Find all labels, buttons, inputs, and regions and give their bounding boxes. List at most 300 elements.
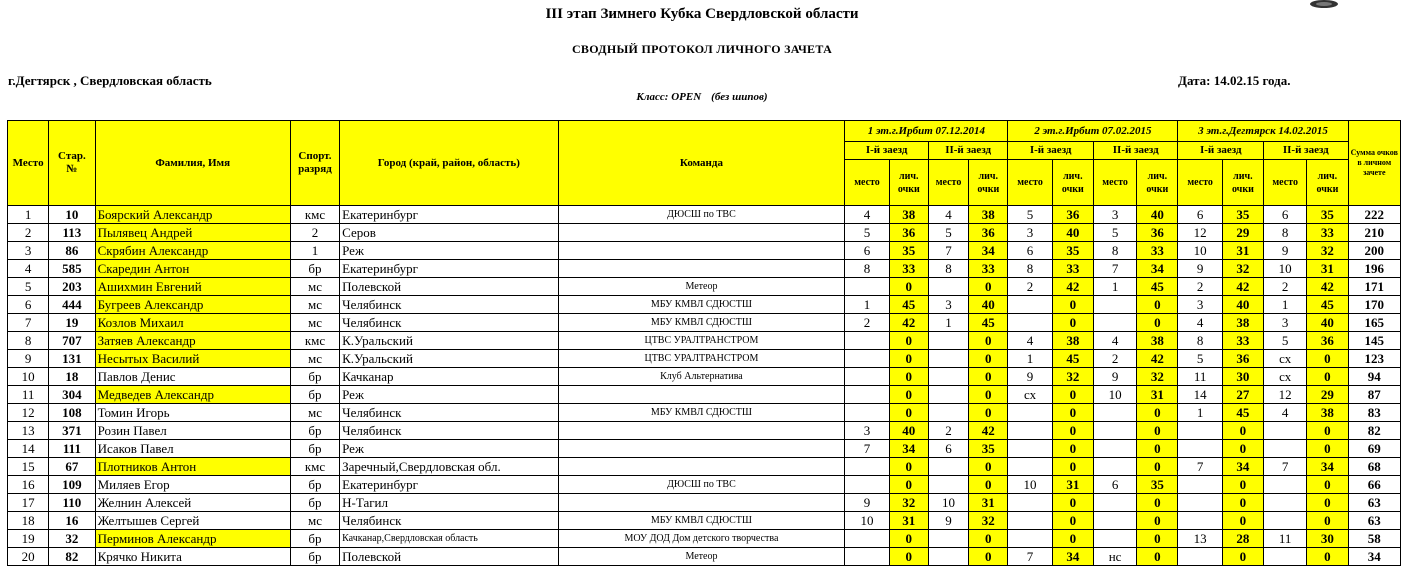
protocol-subtitle: СВОДНЫЙ ПРОТОКОЛ ЛИЧНОГО ЗАЧЕТА [571, 42, 833, 56]
heat-place-cell: 8 [1178, 332, 1222, 350]
heat-place-cell [845, 458, 889, 476]
heat-points-cell: 35 [1222, 206, 1263, 224]
start-number-cell: 444 [49, 296, 95, 314]
col-number-header: Стар. № [49, 121, 95, 206]
heat-place-cell [1178, 512, 1222, 530]
heat-points-cell: 38 [969, 206, 1008, 224]
start-number-cell: 110 [49, 494, 95, 512]
heat-points-cell: 0 [1307, 494, 1348, 512]
table-row [8, 512, 1401, 530]
heat-points-cell: 0 [1137, 512, 1178, 530]
heat-points-cell: 0 [969, 350, 1008, 368]
heat-points-cell: 0 [969, 476, 1008, 494]
heat-points-cell: 42 [1052, 278, 1093, 296]
total-points-cell: 69 [1348, 440, 1400, 458]
place-cell: 11 [8, 386, 49, 404]
table-row [8, 314, 1401, 332]
heat-points-cell: 40 [969, 296, 1008, 314]
heat-points-cell: 36 [1052, 206, 1093, 224]
table-row [8, 350, 1401, 368]
rank-cell: 1 [290, 242, 339, 260]
heat-points-cell: 32 [1222, 260, 1263, 278]
start-number-cell: 32 [49, 530, 95, 548]
heat-points-cell: 42 [1137, 350, 1178, 368]
city-cell: Челябинск [340, 422, 558, 440]
heat-place-cell: 5 [1008, 206, 1052, 224]
class-label: Класс: OPEN [636, 91, 702, 103]
rank-cell: кмс [290, 458, 339, 476]
heat-points-cell: 0 [1307, 476, 1348, 494]
heat-place-cell: 14 [1178, 386, 1222, 404]
heat-points-cell: 0 [1137, 404, 1178, 422]
heat-points-cell: 0 [1052, 422, 1093, 440]
athlete-name-cell: Затяев Александр [95, 332, 290, 350]
heat-points-cell: 33 [1307, 224, 1348, 242]
col-total-header: Сумма очков в личном зачете [1348, 121, 1400, 206]
heat-place-cell: 12 [1264, 386, 1307, 404]
place-sub-header: место [1093, 160, 1136, 206]
heat-points-cell: 0 [889, 350, 928, 368]
place-cell: 14 [8, 440, 49, 458]
heat-points-cell: 38 [1137, 332, 1178, 350]
city-cell: Серов [340, 224, 558, 242]
heat-points-cell: 35 [969, 440, 1008, 458]
heat-points-cell: 40 [1052, 224, 1093, 242]
heat-points-cell: 30 [1222, 368, 1263, 386]
start-number-cell: 371 [49, 422, 95, 440]
start-number-cell: 16 [49, 512, 95, 530]
heat-place-cell: 1 [928, 314, 968, 332]
city-cell: Челябинск [340, 512, 558, 530]
heat-points-cell: 30 [1307, 530, 1348, 548]
total-points-cell: 87 [1348, 386, 1400, 404]
table-row [8, 260, 1401, 278]
heat-points-cell: 0 [1137, 458, 1178, 476]
start-number-cell: 131 [49, 350, 95, 368]
total-points-cell: 68 [1348, 458, 1400, 476]
place-cell: 15 [8, 458, 49, 476]
heat1-header: I-й заезд [1178, 142, 1264, 160]
heat-place-cell: 5 [1093, 224, 1136, 242]
heat-place-cell [1178, 548, 1222, 566]
team-cell: МБУ КМВЛ СДЮСТШ [558, 296, 845, 314]
heat-points-cell: 29 [1307, 386, 1348, 404]
heat-place-cell [928, 350, 968, 368]
heat-points-cell: 38 [1222, 314, 1263, 332]
heat-place-cell: 7 [1264, 458, 1307, 476]
athlete-name-cell: Томин Игорь [95, 404, 290, 422]
heat-points-cell: 0 [1307, 350, 1348, 368]
heat-points-cell: 40 [1137, 206, 1178, 224]
athlete-name-cell: Плотников Антон [95, 458, 290, 476]
heat-place-cell [1178, 494, 1222, 512]
heat-points-cell: 0 [1052, 440, 1093, 458]
athlete-name-cell: Бугреев Александр [95, 296, 290, 314]
athlete-name-cell: Розин Павел [95, 422, 290, 440]
points-sub-header: лич. очки [969, 160, 1008, 206]
heat-place-cell: 6 [845, 242, 889, 260]
heat-place-cell: 3 [1264, 314, 1307, 332]
place-cell: 16 [8, 476, 49, 494]
heat-points-cell: 29 [1222, 224, 1263, 242]
points-sub-header: лич. очки [1222, 160, 1263, 206]
heat-points-cell: 35 [1137, 476, 1178, 494]
col-place-header: Место [8, 121, 49, 206]
rank-cell: бр [290, 476, 339, 494]
total-points-cell: 94 [1348, 368, 1400, 386]
total-points-cell: 83 [1348, 404, 1400, 422]
place-cell: 19 [8, 530, 49, 548]
heat-points-cell: 31 [969, 494, 1008, 512]
heat-place-cell: 9 [1008, 368, 1052, 386]
table-row [8, 386, 1401, 404]
heat-points-cell: 0 [889, 404, 928, 422]
heat-points-cell: 42 [889, 314, 928, 332]
heat-points-cell: 45 [1137, 278, 1178, 296]
heat-points-cell: 45 [1222, 404, 1263, 422]
athlete-name-cell: Миляев Егор [95, 476, 290, 494]
heat-place-cell [845, 476, 889, 494]
heat-points-cell: 38 [1307, 404, 1348, 422]
team-cell: МБУ КМВЛ СДЮСТШ [558, 314, 845, 332]
start-number-cell: 67 [49, 458, 95, 476]
heat-points-cell: 35 [889, 242, 928, 260]
heat-points-cell: 0 [889, 458, 928, 476]
heat-place-cell: 9 [1178, 260, 1222, 278]
heat-points-cell: 0 [1137, 548, 1178, 566]
heat-place-cell: 8 [1008, 260, 1052, 278]
heat-points-cell: 0 [1222, 494, 1263, 512]
logo-icon [1306, 0, 1342, 10]
place-sub-header: место [928, 160, 968, 206]
place-cell: 12 [8, 404, 49, 422]
start-number-cell: 707 [49, 332, 95, 350]
heat-points-cell: 0 [1307, 440, 1348, 458]
rank-cell: 2 [290, 224, 339, 242]
table-row [8, 404, 1401, 422]
heat-place-cell [845, 332, 889, 350]
heat-place-cell [1008, 494, 1052, 512]
rank-cell: мс [290, 350, 339, 368]
start-number-cell: 19 [49, 314, 95, 332]
start-number-cell: 109 [49, 476, 95, 494]
rank-cell: кмс [290, 332, 339, 350]
heat-points-cell: 0 [969, 530, 1008, 548]
athlete-name-cell: Козлов Михаил [95, 314, 290, 332]
heat-points-cell: 0 [1222, 548, 1263, 566]
table-row [8, 332, 1401, 350]
start-number-cell: 203 [49, 278, 95, 296]
rank-cell: бр [290, 530, 339, 548]
place-cell: 8 [8, 332, 49, 350]
rank-cell: мс [290, 278, 339, 296]
rank-cell: бр [290, 422, 339, 440]
heat-points-cell: 0 [969, 386, 1008, 404]
heat-place-cell [1008, 512, 1052, 530]
place-cell: 9 [8, 350, 49, 368]
heat-points-cell: 38 [1052, 332, 1093, 350]
heat-place-cell [1093, 422, 1136, 440]
class-note: (без шипов) [711, 91, 768, 103]
heat-place-cell: 2 [1008, 278, 1052, 296]
heat-place-cell [1264, 512, 1307, 530]
team-cell: Метеор [558, 278, 845, 296]
heat-points-cell: 35 [1052, 242, 1093, 260]
heat-place-cell [845, 278, 889, 296]
results-body [8, 206, 1401, 566]
team-cell: МБУ КМВЛ СДЮСТШ [558, 512, 845, 530]
total-points-cell: 165 [1348, 314, 1400, 332]
heat-points-cell: 0 [1052, 458, 1093, 476]
table-row [8, 242, 1401, 260]
class-line [0, 91, 1404, 103]
start-number-cell: 585 [49, 260, 95, 278]
place-cell: 7 [8, 314, 49, 332]
heat-points-cell: 31 [1137, 386, 1178, 404]
rank-cell: мс [290, 314, 339, 332]
heat-points-cell: 31 [1052, 476, 1093, 494]
place-cell: 3 [8, 242, 49, 260]
heat-place-cell [1093, 440, 1136, 458]
heat-place-cell: 4 [1264, 404, 1307, 422]
heat-points-cell: 0 [1052, 314, 1093, 332]
place-cell: 10 [8, 368, 49, 386]
total-points-cell: 145 [1348, 332, 1400, 350]
city-cell: Реж [340, 440, 558, 458]
table-row [8, 548, 1401, 566]
rank-cell: мс [290, 512, 339, 530]
heat-place-cell: 1 [845, 296, 889, 314]
heat-points-cell: 33 [1137, 242, 1178, 260]
start-number-cell: 10 [49, 206, 95, 224]
heat-place-cell: 7 [928, 242, 968, 260]
heat-points-cell: 0 [889, 530, 928, 548]
city-cell: Полевской [340, 548, 558, 566]
heat-points-cell: 32 [1052, 368, 1093, 386]
table-row [8, 224, 1401, 242]
heat-points-cell: 0 [1137, 440, 1178, 458]
rank-cell: бр [290, 260, 339, 278]
heat-place-cell [845, 386, 889, 404]
heat-points-cell: 0 [1052, 530, 1093, 548]
city-cell: Н-Тагил [340, 494, 558, 512]
heat-place-cell [845, 350, 889, 368]
heat-place-cell: 1 [1178, 404, 1222, 422]
heat-points-cell: 0 [1307, 512, 1348, 530]
heat-points-cell: 33 [1222, 332, 1263, 350]
heat-points-cell: 40 [1307, 314, 1348, 332]
heat-place-cell [1093, 494, 1136, 512]
col-city-header: Город (край, район, область) [340, 121, 558, 206]
heat-place-cell: 11 [1264, 530, 1307, 548]
team-cell: ЦТВС УРАЛТРАНСТРОМ [558, 350, 845, 368]
heat-points-cell: 36 [1137, 224, 1178, 242]
stage2-header: 2 эт.г.Ирбит 07.02.2015 [1008, 121, 1178, 142]
team-cell: ЦТВС УРАЛТРАНСТРОМ [558, 332, 845, 350]
heat-place-cell [1264, 476, 1307, 494]
heat-points-cell: 45 [969, 314, 1008, 332]
team-cell: МБУ КМВЛ СДЮСТШ [558, 404, 845, 422]
city-cell: Заречный,Свердловская обл. [340, 458, 558, 476]
total-points-cell: 222 [1348, 206, 1400, 224]
event-location: г.Дегтярск , Свердловская область [8, 73, 212, 88]
heat-points-cell: 36 [1307, 332, 1348, 350]
heat-points-cell: 0 [1137, 296, 1178, 314]
points-sub-header: лич. очки [1307, 160, 1348, 206]
heat-place-cell: 6 [928, 440, 968, 458]
heat-points-cell: 45 [1052, 350, 1093, 368]
heat-place-cell: 7 [1093, 260, 1136, 278]
heat-points-cell: 0 [889, 386, 928, 404]
athlete-name-cell: Желтышев Сергей [95, 512, 290, 530]
heat-place-cell: 9 [845, 494, 889, 512]
heat-place-cell: 10 [1093, 386, 1136, 404]
heat-place-cell: 7 [1178, 458, 1222, 476]
heat-place-cell: 5 [1178, 350, 1222, 368]
heat-place-cell: 7 [845, 440, 889, 458]
heat-points-cell: 32 [889, 494, 928, 512]
total-points-cell: 34 [1348, 548, 1400, 566]
heat-points-cell: 0 [1307, 548, 1348, 566]
heat-points-cell: 0 [1307, 368, 1348, 386]
team-cell [558, 494, 845, 512]
heat-place-cell: 6 [1008, 242, 1052, 260]
protocol-title: III этап Зимнего Кубка Свердловской области [545, 6, 859, 22]
start-number-cell: 111 [49, 440, 95, 458]
heat-place-cell: 9 [928, 512, 968, 530]
athlete-name-cell: Медведев Александр [95, 386, 290, 404]
heat-points-cell: 0 [969, 548, 1008, 566]
heat-points-cell: 0 [969, 368, 1008, 386]
heat-place-cell [845, 548, 889, 566]
team-cell: Клуб Альтернатива [558, 368, 845, 386]
total-points-cell: 82 [1348, 422, 1400, 440]
city-cell: Челябинск [340, 296, 558, 314]
heat-place-cell: 6 [1093, 476, 1136, 494]
rank-cell: мс [290, 404, 339, 422]
heat-place-cell: 10 [1008, 476, 1052, 494]
heat-points-cell: 34 [969, 242, 1008, 260]
heat-place-cell [1093, 296, 1136, 314]
place-cell: 20 [8, 548, 49, 566]
heat-points-cell: 36 [969, 224, 1008, 242]
rank-cell: бр [290, 494, 339, 512]
heat-place-cell [1264, 422, 1307, 440]
heat-points-cell: 45 [1307, 296, 1348, 314]
heat-place-cell [928, 404, 968, 422]
heat-place-cell [1093, 458, 1136, 476]
heat-points-cell: 28 [1222, 530, 1263, 548]
heat-points-cell: 42 [969, 422, 1008, 440]
heat-place-cell: 3 [845, 422, 889, 440]
heat-points-cell: 38 [889, 206, 928, 224]
heat-points-cell: 32 [1307, 242, 1348, 260]
heat-points-cell: 34 [889, 440, 928, 458]
heat-points-cell: 42 [1307, 278, 1348, 296]
heat-points-cell: 0 [1137, 494, 1178, 512]
total-points-cell: 170 [1348, 296, 1400, 314]
heat-place-cell [928, 368, 968, 386]
heat-points-cell: 0 [1222, 476, 1263, 494]
heat-points-cell: 32 [1137, 368, 1178, 386]
heat-place-cell [928, 548, 968, 566]
athlete-name-cell: Перминов Александр [95, 530, 290, 548]
place-cell: 18 [8, 512, 49, 530]
col-team-header: Команда [558, 121, 845, 206]
heat-place-cell [928, 458, 968, 476]
heat-place-cell: 3 [1178, 296, 1222, 314]
heat-points-cell: 36 [1222, 350, 1263, 368]
start-number-cell: 18 [49, 368, 95, 386]
total-points-cell: 66 [1348, 476, 1400, 494]
heat-points-cell: 33 [889, 260, 928, 278]
heat-place-cell: 1 [1008, 350, 1052, 368]
heat-place-cell [928, 530, 968, 548]
start-number-cell: 304 [49, 386, 95, 404]
heat-place-cell: 3 [1093, 206, 1136, 224]
start-number-cell: 86 [49, 242, 95, 260]
heat-place-cell [928, 386, 968, 404]
heat-place-cell [1008, 314, 1052, 332]
city-cell: К.Уральский [340, 350, 558, 368]
heat-points-cell: 34 [1222, 458, 1263, 476]
heat-place-cell: 1 [1093, 278, 1136, 296]
heat-place-cell [1264, 548, 1307, 566]
heat-points-cell: 0 [1307, 422, 1348, 440]
heat-place-cell: 10 [845, 512, 889, 530]
heat-points-cell: 0 [889, 368, 928, 386]
place-cell: 6 [8, 296, 49, 314]
city-cell: Реж [340, 386, 558, 404]
stage3-header: 3 эт.г.Дегтярск 14.02.2015 [1178, 121, 1348, 142]
place-sub-header: место [845, 160, 889, 206]
heat-place-cell [845, 530, 889, 548]
heat-points-cell: 40 [889, 422, 928, 440]
heat-place-cell [928, 278, 968, 296]
heat-place-cell [1093, 314, 1136, 332]
heat-place-cell: сх [1264, 350, 1307, 368]
heat-place-cell [1008, 440, 1052, 458]
heat-points-cell: 0 [889, 278, 928, 296]
heat-place-cell: 10 [1178, 242, 1222, 260]
total-points-cell: 210 [1348, 224, 1400, 242]
city-cell: К.Уральский [340, 332, 558, 350]
heat-place-cell [845, 368, 889, 386]
place-cell: 4 [8, 260, 49, 278]
heat-points-cell: 45 [889, 296, 928, 314]
athlete-name-cell: Пылявец Андрей [95, 224, 290, 242]
table-row [8, 476, 1401, 494]
heat-points-cell: 0 [1137, 530, 1178, 548]
heat-points-cell: 42 [1222, 278, 1263, 296]
table-row [8, 530, 1401, 548]
heat-points-cell: 0 [969, 458, 1008, 476]
total-points-cell: 196 [1348, 260, 1400, 278]
heat-place-cell: 4 [928, 206, 968, 224]
heat1-header: I-й заезд [1008, 142, 1094, 160]
heat2-header: II-й заезд [1093, 142, 1178, 160]
heat-place-cell [845, 404, 889, 422]
heat1-header: I-й заезд [845, 142, 929, 160]
heat-place-cell: 9 [1264, 242, 1307, 260]
heat-points-cell: 32 [969, 512, 1008, 530]
place-sub-header: место [1008, 160, 1052, 206]
city-cell: Екатеринбург [340, 476, 558, 494]
heat-place-cell [1093, 404, 1136, 422]
athlete-name-cell: Желнин Алексей [95, 494, 290, 512]
city-cell: Реж [340, 242, 558, 260]
heat-points-cell: 34 [1307, 458, 1348, 476]
